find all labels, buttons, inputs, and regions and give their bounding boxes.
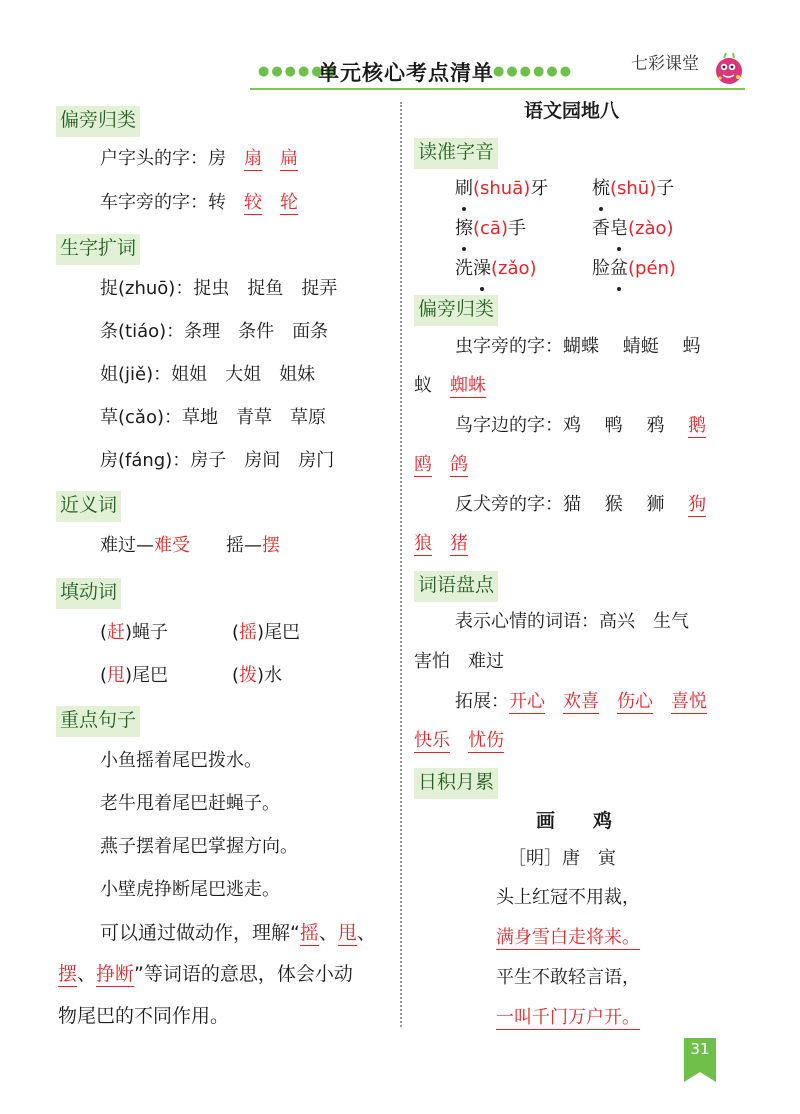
sentence-line: 小鱼摇着尾巴拨水。 [100, 750, 262, 771]
sentence-line: 燕子摆着尾巴掌握方向。 [100, 836, 298, 857]
section-synonyms: 近义词 [56, 491, 121, 522]
garden-title: 语文园地八 [524, 100, 620, 122]
synonym-line: 难过—难受 摇—摆 [100, 535, 280, 556]
section-read-sounds: 读准字音 [414, 138, 498, 169]
paragraph-line: 摆、挣断”等词语的意思，体会小动 [58, 963, 353, 985]
poem-line: 满身雪白走将来。 [496, 927, 640, 948]
extension-line: 快乐 忧伤 [414, 730, 504, 751]
expand-line: 捉(zhuō)：捉虫 捉鱼 捉弄 [100, 278, 338, 299]
sentence-line: 老牛甩着尾巴赶蝇子。 [100, 793, 280, 814]
section-radical-left: 偏旁归类 [56, 106, 140, 137]
brand-name: 七彩课堂 [631, 54, 699, 74]
paragraph-line: 物尾巴的不同作用。 [58, 1005, 230, 1027]
poem-title: 画 鸡 [536, 810, 613, 832]
radical-insect-line: 虫字旁的字：蝴蝶 蜻蜓 蚂 [455, 336, 701, 357]
pinyin-item: 擦(cā)手 [455, 216, 526, 242]
radical-insect-line: 蚁 蜘蛛 [414, 375, 486, 396]
poem-line: 头上红冠不用裁， [496, 887, 640, 908]
radical-dog-line: 狼 猪 [414, 533, 468, 554]
section-daily-accumulation: 日积月累 [414, 768, 498, 799]
pinyin-item: 洗澡(zǎo) [455, 256, 537, 282]
expand-line: 姐(jiě)：姐姐 大姐 姐妹 [100, 364, 316, 385]
poem-line: 平生不敢轻言语， [496, 967, 640, 988]
poem-author: ［明］唐 寅 [508, 848, 616, 869]
bug-mascot-icon [712, 52, 746, 86]
verb-item: (拨)水 [232, 665, 283, 686]
pinyin-item: 梳(shū)子 [592, 176, 674, 202]
section-word-review: 词语盘点 [414, 571, 498, 602]
radical-line-hu: 户字头的字：房 扇 扁 [100, 148, 298, 169]
mood-words-line: 害怕 难过 [414, 651, 504, 672]
pinyin-item: 香皂(zào) [592, 216, 674, 242]
mood-words-line: 表示心情的词语：高兴 生气 [455, 611, 689, 632]
verb-item: (甩)尾巴 [100, 665, 169, 686]
page-header-title: 单元核心考点清单 [318, 61, 494, 85]
poem-line: 一叫千门万户开。 [496, 1007, 640, 1028]
section-radical-right: 偏旁归类 [414, 295, 498, 326]
extension-line: 拓展：开心 欢喜 伤心 喜悦 [455, 691, 707, 712]
header-dots-right: ●●●●●● [493, 64, 574, 79]
verb-item: (摇)尾巴 [232, 622, 301, 643]
section-fill-verbs: 填动词 [56, 578, 121, 609]
header-dots-left: ●●●●●● [258, 64, 339, 79]
section-key-sentences: 重点句子 [56, 706, 140, 737]
radical-dog-line: 反犬旁的字：猫 猴 狮 狗 [455, 494, 707, 515]
sentence-line: 小壁虎挣断尾巴逃走。 [100, 879, 280, 900]
radical-line-che: 车字旁的字：转 较 轮 [100, 192, 298, 213]
column-divider [400, 102, 402, 1027]
header-rule [250, 88, 745, 90]
expand-line: 草(cǎo)：草地 青草 草原 [100, 407, 326, 428]
page-number: 31 [690, 1040, 710, 1058]
expand-line: 条(tiáo)：条理 条件 面条 [100, 321, 329, 342]
radical-bird-line: 鸥 鸽 [414, 454, 468, 475]
expand-line: 房(fáng)：房子 房间 房门 [100, 450, 335, 471]
section-expand-words: 生字扩词 [56, 234, 140, 265]
pinyin-item: 脸盆(pén) [592, 256, 676, 282]
pinyin-item: 刷(shuā)牙 [455, 176, 548, 202]
radical-bird-line: 鸟字边的字：鸡 鸭 鸦 鹅 [455, 415, 707, 436]
verb-item: (赶)蝇子 [100, 622, 169, 643]
paragraph-line: 可以通过做动作，理解“摇、甩、 [100, 922, 376, 944]
